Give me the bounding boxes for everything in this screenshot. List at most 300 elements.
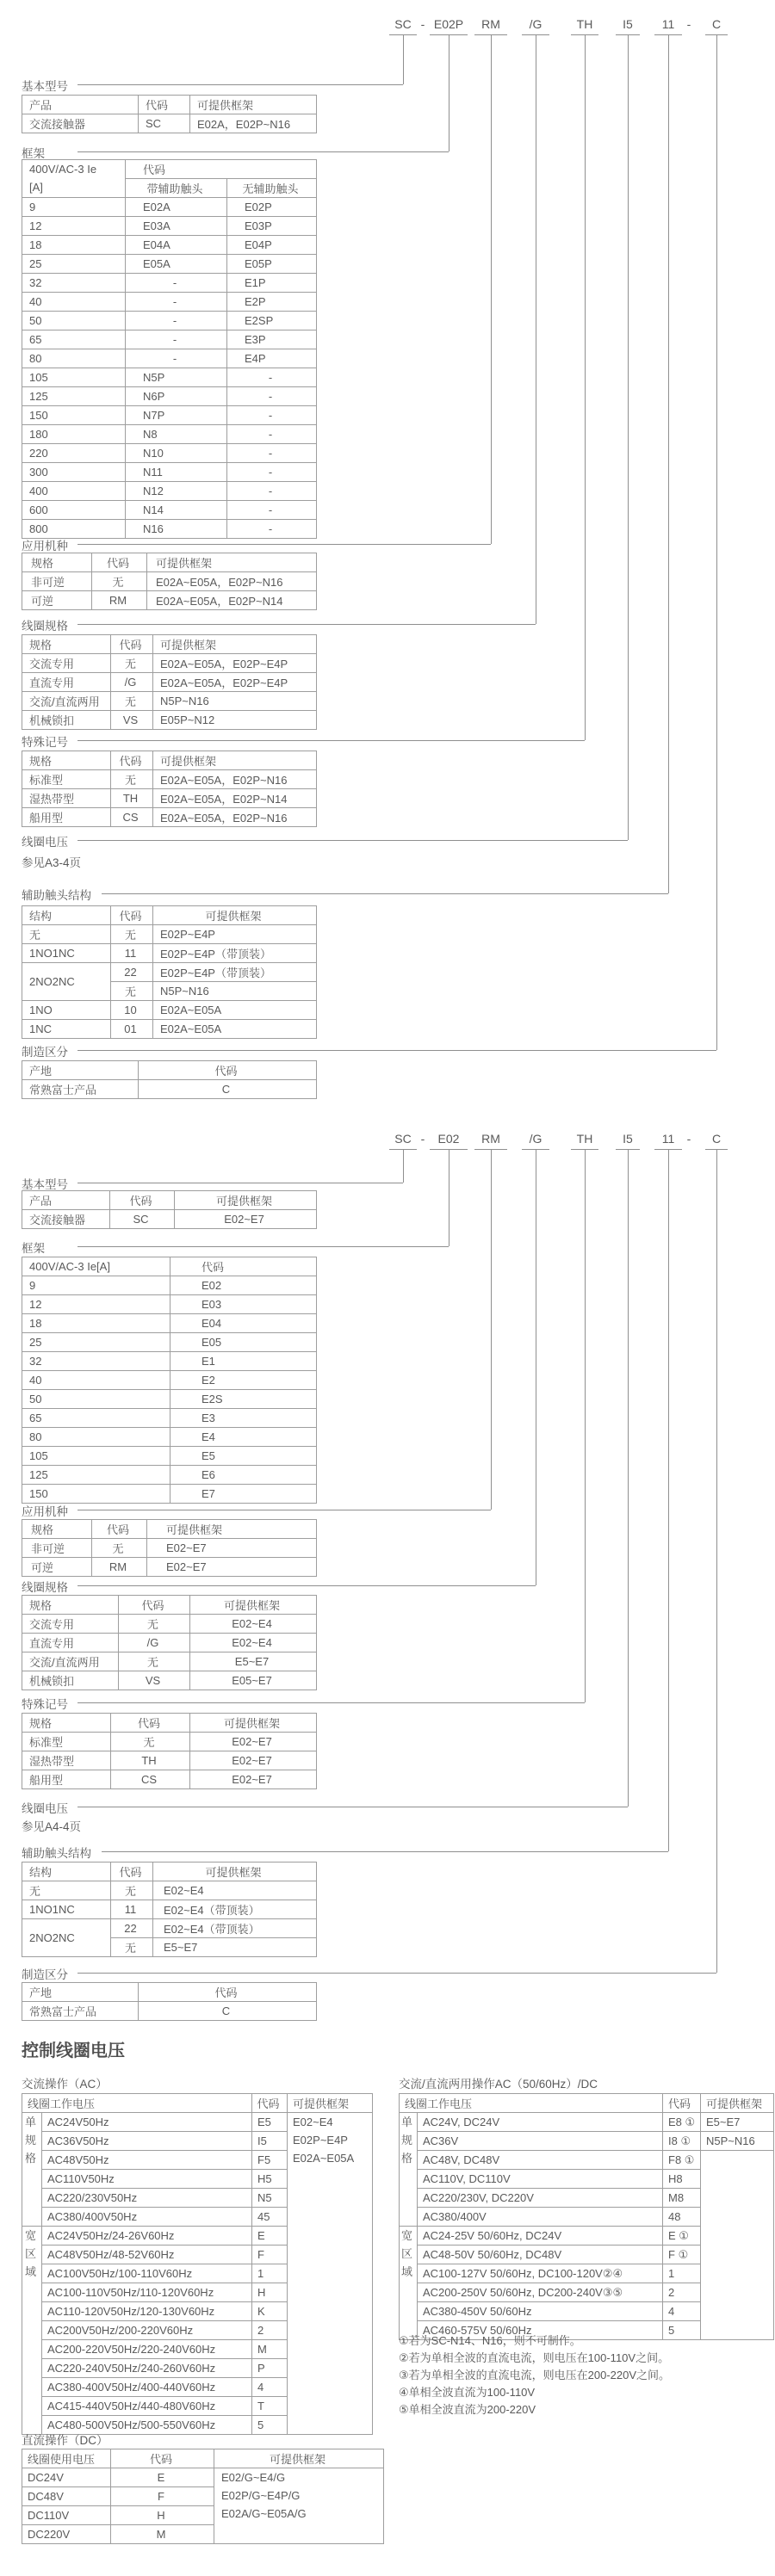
table-cell: 船用型 [22,808,111,827]
table-cell: N10 [126,444,227,463]
section-label-basic-2: 基本型号 [22,1178,68,1191]
table-cell: 400 [22,482,126,501]
table-cell: E02A~E05A，E02P~N16 [153,808,317,827]
table-cell: 220 [22,444,126,463]
section-label-frame-1: 框架 [22,147,45,160]
table-cell: AC24V50Hz [42,2113,252,2132]
basic-model-table-2 [22,1190,317,1229]
table-cell: 可提供框架 [153,1863,317,1881]
application-table-2 [22,1519,317,1577]
table-cell: N8 [126,425,227,444]
table-cell: 交流接触器 [22,1210,110,1229]
table [22,553,317,610]
table-cell: 宽 区 域 [400,2227,418,2340]
table-cell: 1 [663,2264,701,2283]
table-cell: 直流专用 [22,673,111,692]
table [22,2093,373,2435]
table-cell: 直流专用 [22,1634,119,1652]
table-cell: - [126,274,227,293]
table-cell: /G [119,1634,190,1652]
voltage-note-2: 参见A4-4页 [22,1820,82,1833]
table [22,751,317,827]
table-cell: RM [92,591,147,610]
table-cell: 代码 [139,1061,317,1080]
table-cell: 1NO [22,1001,111,1020]
section-label-voltage-2: 线圈电压 [22,1802,68,1815]
table-cell: 交流专用 [22,654,111,673]
table-cell: E2 [170,1371,317,1390]
table [22,2449,384,2544]
table-cell: 标准型 [22,1733,111,1751]
table-cell: 可提供框架 [190,96,317,114]
table-cell: E4P [227,349,317,368]
table-cell: 32 [22,1352,170,1371]
table-cell: N5 [252,2189,288,2208]
model2-segment-aux: 11 [654,1131,682,1150]
table-cell: AC100-110V50Hz/110-120V60Hz [42,2283,252,2302]
model2-dash: - [420,1132,425,1146]
model2-segment-mfg: C [705,1131,728,1150]
table [22,1982,317,2021]
table-cell: 线圈使用电压 [22,2449,111,2468]
table-cell: - [227,387,317,406]
footnote-3: ③若为单相全波的直流电流，则电压在200-220V之间。 [399,2369,671,2381]
table-cell: 无 [119,1615,190,1634]
table-cell: - [227,501,317,520]
connector-line [78,151,449,152]
connector-line [78,1585,536,1586]
connector-line [78,840,628,841]
table-cell: 105 [22,368,126,387]
table-cell: 48 [663,2208,701,2227]
coil-spec-table-2 [22,1595,317,1690]
connector-line [491,1149,492,1510]
table-cell: 代码 [139,1983,317,2002]
model1-segment-voltage: I5 [616,16,640,35]
table-cell: N7P [126,406,227,425]
table-cell: 180 [22,425,126,444]
table-cell: E2S [170,1390,317,1409]
table-cell: AC415-440V50Hz/440-480V60Hz [42,2397,252,2416]
table-cell: 18 [22,1314,170,1333]
table-cell: 80 [22,349,126,368]
table-cell: 1 [252,2264,288,2283]
table [22,1713,317,1789]
table-cell: E02~E7 [190,1751,317,1770]
table-cell: AC48V50Hz/48-52V60Hz [42,2246,252,2264]
model2-segment-special: TH [571,1131,598,1150]
table-cell: AC220/230V, DC220V [418,2189,663,2208]
table-cell: E04A [126,236,227,255]
table-cell: AC200-220V50Hz/220-240V60Hz [42,2340,252,2359]
table-cell: 常熟富士产品 [22,1080,139,1099]
table-cell: E02~E7 [147,1558,317,1577]
table-cell: RM [92,1558,147,1577]
table-cell: E02A~E05A，E02P~N16 [153,770,317,789]
table-cell: E1P [227,274,317,293]
table-cell: 代码 [111,635,153,654]
table-cell: 可提供框架 [214,2449,384,2468]
ac-operation-label: 交流操作（AC） [22,2078,108,2091]
table-cell: E02~E7 [190,1733,317,1751]
table-cell: E ① [663,2227,701,2246]
connector-line [491,34,492,544]
table-cell: E8 ① [663,2113,701,2132]
table-cell: 可提供框架 [153,635,317,654]
table-cell: AC36V50Hz [42,2132,252,2151]
table-cell: 18 [22,236,126,255]
table-cell: 可提供框架 [147,1520,317,1539]
table-cell: 产品 [22,96,139,114]
section-label-frame-2: 框架 [22,1242,45,1255]
footnote-2: ②若为单相全波的直流电流，则电压在100-110V之间。 [399,2351,670,2364]
table-cell: 可提供框架 [175,1191,317,1210]
table-cell: CS [111,1770,190,1789]
table-cell: AC220/230V50Hz [42,2189,252,2208]
table-cell: AC36V [418,2132,663,2151]
table-cell: 可逆 [22,591,92,610]
table-cell: 25 [22,1333,170,1352]
table-cell: E05 [170,1333,317,1352]
table-cell: AC100-127V 50/60Hz, DC100-120V②④ [418,2264,663,2283]
table-cell: E5~E7 [701,2113,774,2132]
table-cell: N14 [126,501,227,520]
table-cell: E7 [170,1485,317,1504]
table-cell: 可逆 [22,1558,92,1577]
section-label-mfg-2: 制造区分 [22,1968,68,1981]
table-cell: E02P~E4P（带顶装） [153,944,317,963]
section-label-app-1: 应用机种 [22,540,68,553]
table-cell: AC48-50V 50/60Hz, DC48V [418,2246,663,2264]
table-cell: E [111,2468,214,2487]
table-cell: E6 [170,1466,317,1485]
aux-contact-table-1 [22,905,317,1039]
section-label-special-2: 特殊记号 [22,1698,68,1711]
table-cell: /G [111,673,153,692]
table-cell: E05A [126,255,227,274]
table-cell: - [126,312,227,330]
table-cell: 125 [22,387,126,406]
table [22,1862,317,1957]
table-cell: 规格 [22,1596,119,1615]
table-cell: E4 [170,1428,317,1447]
connector-line [78,1050,716,1051]
aux-contact-table-2 [22,1862,317,1957]
table-cell: 交流/直流两用 [22,692,111,711]
table-cell: TH [111,789,153,808]
table-cell: 可提供框架 [147,553,317,572]
table-cell: F [111,2487,214,2506]
table-cell: E2P [227,293,317,312]
table-cell: 无 [111,1938,153,1957]
table [22,905,317,1039]
table [22,159,317,539]
table-cell: 40 [22,293,126,312]
table-cell: 无 [111,654,153,673]
table-cell: E02P~E4P（带顶装） [153,963,317,982]
section-label-voltage-1: 线圈电压 [22,836,68,849]
table-cell: E02~E4（带顶装） [153,1900,317,1919]
table-cell: 结构 [22,906,111,925]
table-cell: 代码 [170,1257,317,1276]
table-cell: AC380-450V 50/60Hz [418,2302,663,2321]
connector-line [102,1851,668,1852]
table-cell: - [126,330,227,349]
connector-line [585,34,586,740]
table-cell: H [252,2283,288,2302]
table-cell: 105 [22,1447,170,1466]
table-cell: 无 [22,1881,111,1900]
table-cell: 湿热带型 [22,789,111,808]
table-cell: CS [111,808,153,827]
table-cell: VS [119,1671,190,1690]
table-cell: E03P [227,217,317,236]
table-cell: 无 [22,925,111,944]
model1-segment-app: RM [474,16,507,35]
table-cell: 400V/AC-3 Ie [A] [22,160,126,198]
table-cell: DC110V [22,2506,111,2525]
model2-segment-frame: E02 [430,1131,468,1150]
table-cell: E02~E4 [153,1881,317,1900]
model2-segment-sc: SC [389,1131,417,1150]
table-cell: N5P~N16 [701,2132,774,2151]
table-cell: E02/G~E4/G E02P/G~E4P/G E02A/G~E05A/G [214,2468,384,2544]
table-cell: E02~E7 [190,1770,317,1789]
table-cell: 可提供框架 [190,1714,317,1733]
table-cell: M8 [663,2189,701,2208]
footnote-5: ⑤单相全波直流为200-220V [399,2403,536,2416]
table-cell: 代码 [111,1714,190,1733]
table-cell: 40 [22,1371,170,1390]
table-cell: - [126,293,227,312]
table-cell: 交流专用 [22,1615,119,1634]
table-cell: 2NO2NC [22,1919,111,1957]
table-cell: 规格 [22,553,92,572]
table-cell: E04P [227,236,317,255]
table-cell: E [252,2227,288,2246]
table-cell: C [139,1080,317,1099]
table-cell: 无 [111,982,153,1001]
table-cell: E5~E7 [153,1938,317,1957]
table-cell: AC100V50Hz/100-110V60Hz [42,2264,252,2283]
table-cell: P [252,2359,288,2378]
table-cell: 无 [92,1539,147,1558]
table-cell: 1NO1NC [22,1900,111,1919]
connector-line [102,893,668,894]
table-cell: 代码 [119,1596,190,1615]
connector-line [716,1149,717,1973]
table-cell: 湿热带型 [22,1751,111,1770]
table-cell: 单 规 格 [22,2113,42,2227]
connector-line [716,34,717,1050]
special-mark-table-1 [22,751,317,827]
table-cell: E5 [170,1447,317,1466]
connector-line [585,1149,586,1702]
model1-segment-frame: E02P [430,16,468,35]
table-cell: 带辅助触头 [126,179,227,198]
table-cell: 65 [22,330,126,349]
table-cell: 11 [111,1900,153,1919]
table-cell: AC380/400V [418,2208,663,2227]
table-cell: I8 ① [663,2132,701,2151]
table-cell: 标准型 [22,770,111,789]
table-cell: T [252,2397,288,2416]
table-cell: E02A~E05A，E02P~N14 [147,591,317,610]
table-cell: 2 [252,2321,288,2340]
table-cell: 65 [22,1409,170,1428]
table-cell: M [111,2525,214,2544]
table-cell: E02P~E4P [153,925,317,944]
table-cell: 线圈工作电压 [400,2094,663,2113]
table-cell: 非可逆 [22,1539,92,1558]
connector-line [78,544,491,545]
connector-line [628,34,629,840]
table-cell: 无 [92,572,147,591]
table-cell: F [252,2246,288,2264]
table [22,1190,317,1229]
table-cell: 50 [22,312,126,330]
table-cell: AC200V50Hz/200-220V60Hz [42,2321,252,2340]
table [22,1519,317,1577]
section-label-app-2: 应用机种 [22,1505,68,1518]
table-cell: VS [111,711,153,730]
table-cell: E02A~E05A，E02P~N16 [147,572,317,591]
model1-segment-coil: /G [522,16,549,35]
table-cell: AC380-400V50Hz/400-440V60Hz [42,2378,252,2397]
table-cell: 无 [119,1652,190,1671]
table-cell: 可提供框架 [153,906,317,925]
table-cell: F8 ① [663,2151,701,2170]
table-cell: 线圈工作电压 [22,2094,252,2113]
model2-segment-app: RM [474,1131,507,1150]
section-label-aux-2: 辅助触头结构 [22,1847,91,1860]
model1-dash: - [420,17,425,31]
table-cell: 机械锁扣 [22,1671,119,1690]
table-cell: 代码 [111,751,153,770]
dc-voltage-table [22,2449,384,2544]
table-cell: 非可逆 [22,572,92,591]
table-cell: 45 [252,2208,288,2227]
table-cell: AC110-120V50Hz/120-130V60Hz [42,2302,252,2321]
table-cell: E5~E7 [190,1652,317,1671]
table-cell: 代码 [252,2094,288,2113]
coil-spec-table-1 [22,634,317,730]
table-cell: E02A~E05A，E02P~E4P [153,673,317,692]
table-cell: - [227,444,317,463]
table-cell: AC480-500V50Hz/500-550V60Hz [42,2416,252,2435]
table-cell: N5P [126,368,227,387]
table-cell: AC48V50Hz [42,2151,252,2170]
table-cell: 10 [111,1001,153,1020]
table-cell: F ① [663,2246,701,2264]
model2-dash2: - [686,1132,691,1146]
table-cell: AC110V50Hz [42,2170,252,2189]
table-cell: 2 [663,2283,701,2302]
table-cell: E3 [170,1409,317,1428]
table-cell: 9 [22,198,126,217]
model1-segment-aux: 11 [654,16,682,35]
table-cell: 150 [22,1485,170,1504]
table-cell: E5 [252,2113,288,2132]
table-cell: - [227,463,317,482]
table-cell: 产地 [22,1983,139,2002]
section-label-special-1: 特殊记号 [22,736,68,749]
table-cell: AC380/400V50Hz [42,2208,252,2227]
table-cell: E02 [170,1276,317,1295]
frame-table-2 [22,1257,317,1504]
table-cell: E05P~N12 [153,711,317,730]
table-cell: 可提供框架 [153,751,317,770]
table-cell: 代码 [111,2449,214,2468]
acdc-voltage-table [399,2093,774,2340]
table-cell: M [252,2340,288,2359]
table-cell: AC24V50Hz/24-26V60Hz [42,2227,252,2246]
basic-model-table-1 [22,95,317,133]
table-cell: 800 [22,520,126,539]
table-cell: 01 [111,1020,153,1039]
table-cell: N16 [126,520,227,539]
table-cell: 600 [22,501,126,520]
footnotes [399,2332,670,2418]
table-cell [701,2151,774,2340]
table-cell: E02A~E05A [153,1001,317,1020]
page-heading: 控制线圈电压 [22,2042,125,2060]
table-cell: H8 [663,2170,701,2189]
table-cell: E1 [170,1352,317,1371]
table-cell: TH [111,1751,190,1770]
table-cell: 规格 [22,751,111,770]
table-cell: - [126,349,227,368]
table-cell: 300 [22,463,126,482]
table-cell: 代码 [92,553,147,572]
special-mark-table-2 [22,1713,317,1789]
table-cell: E02A，E02P~N16 [190,114,317,133]
table-cell: 11 [111,944,153,963]
table-cell: DC220V [22,2525,111,2544]
table-cell: DC48V [22,2487,111,2506]
table-cell: 4 [663,2302,701,2321]
table-cell: AC110V, DC110V [418,2170,663,2189]
table-cell: N6P [126,387,227,406]
table-cell: AC220-240V50Hz/240-260V60Hz [42,2359,252,2378]
table-cell: E02~E4 [190,1634,317,1652]
table-cell: F5 [252,2151,288,2170]
table-cell: 无 [111,1881,153,1900]
table-cell: DC24V [22,2468,111,2487]
connector-line [78,1246,449,1247]
table-cell: 22 [111,1919,153,1938]
table-cell: 可提供框架 [288,2094,373,2113]
table-cell: 80 [22,1428,170,1447]
table-cell: 代码 [126,160,317,179]
acdc-operation-label: 交流/直流两用操作AC（50/60Hz）/DC [399,2078,598,2091]
table-cell: E02~E4（带顶装） [153,1919,317,1938]
table [399,2093,774,2340]
table-cell: AC24-25V 50/60Hz, DC24V [418,2227,663,2246]
table [22,1595,317,1690]
manufacture-table-1 [22,1060,317,1099]
table-cell: E04 [170,1314,317,1333]
table-cell: 1NO1NC [22,944,111,963]
footnote-1: ①若为SC-N14、N16，则不可制作。 [399,2334,581,2347]
table-cell: 单 规 格 [400,2113,418,2227]
connector-line [78,84,403,85]
table-cell: 可提供框架 [190,1596,317,1615]
table-cell: 50 [22,1390,170,1409]
table-cell: 1NC [22,1020,111,1039]
table-cell: I5 [252,2132,288,2151]
table-cell: H5 [252,2170,288,2189]
